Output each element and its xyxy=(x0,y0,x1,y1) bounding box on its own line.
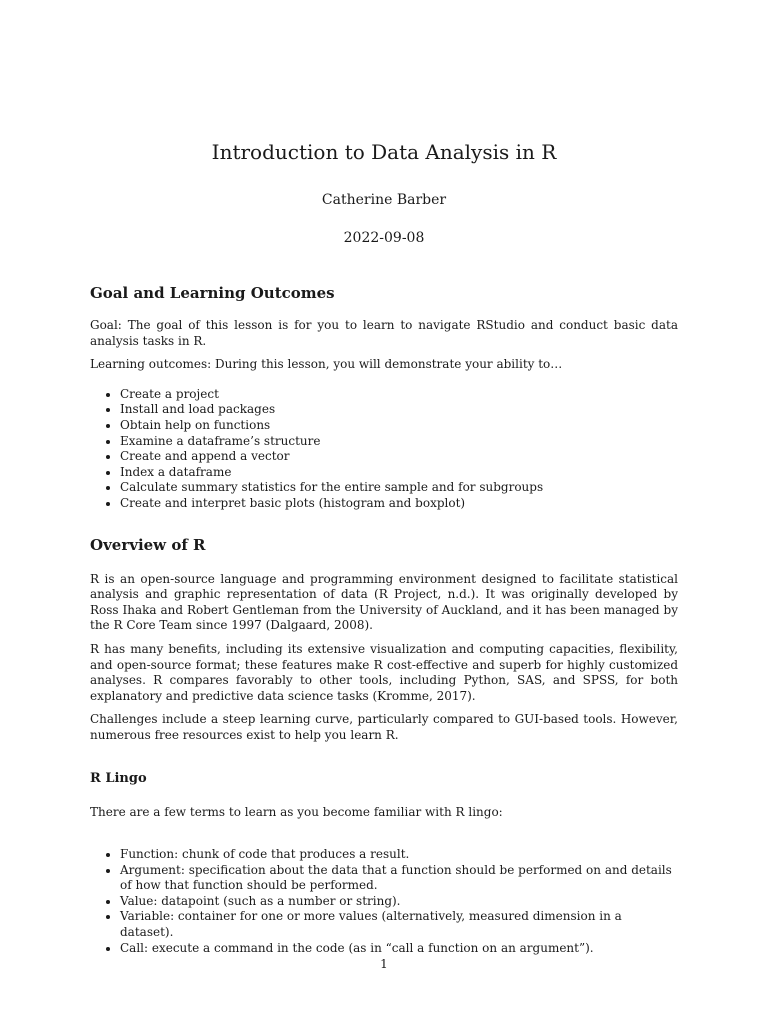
document-date: 2022-09-08 xyxy=(343,230,425,246)
lingo-heading: R Lingo xyxy=(90,771,147,787)
overview-paragraph: R is an open-source language and programming environment designed to facilitate statistical analysis and graphic representation of data (R Project, n.d.). It was originally developed by Ross Ihaka and Robert Gentleman from the University of Auckland, and it has been managed by the R Core Team since 1997 (Dalgaard, 2008). xyxy=(90,571,678,633)
goals-section xyxy=(90,282,678,512)
list-item: • Value: datapoint (such as a number or string). xyxy=(120,894,678,910)
page-number: 1 xyxy=(380,957,388,971)
goal-paragraph: Goal: The goal of this lesson is for you to learn to navigate RStudio and conduct basic data analysis tasks in R. xyxy=(90,318,678,348)
list-item: • Index a dataframe xyxy=(120,465,678,481)
list-item: • Create a project xyxy=(120,387,678,403)
list-item: • Create and interpret basic plots (histogram and boxplot) xyxy=(120,496,678,512)
list-item: • Function: chunk of code that produces a result. xyxy=(120,847,678,863)
overview-paragraph: Challenges include a steep learning curve, particularly compared to GUI-based tools. However, numerous free resources exist to help you learn R. xyxy=(90,712,678,742)
list-item: • Argument: specification about the data that a function should be performed on and details of how that function should be performed. xyxy=(120,863,678,894)
list-item: • Create and append a vector xyxy=(120,449,678,465)
lingo-section xyxy=(90,769,678,956)
list-item: • Install and load packages xyxy=(120,402,678,418)
document-author: Catherine Barber xyxy=(321,192,447,208)
outcomes-intro: Learning outcomes: During this lesson, you will demonstrate your ability to… xyxy=(90,357,563,372)
goals-heading: Goal and Learning Outcomes xyxy=(90,284,335,302)
overview-paragraph: R has many benefits, including its extensive visualization and computing capacities, flexibility, and open-source format; these features make R cost-effective and superb for highly customized analyses. R compares favorably to other tools, including Python, SAS, and SPSS, for both explanatory and predictive data science tasks (Kromme, 2017). xyxy=(90,641,678,703)
lingo-intro: There are a few terms to learn as you become familiar with R lingo: xyxy=(90,805,503,820)
outcomes-list xyxy=(90,387,678,512)
list-item: • Obtain help on functions xyxy=(120,418,678,434)
document-page xyxy=(90,0,678,1024)
document-title: Introduction to Data Analysis in R xyxy=(211,140,557,164)
list-item: • Examine a dataframe’s structure xyxy=(120,434,678,450)
document-body xyxy=(90,282,678,956)
lingo-list xyxy=(90,847,678,956)
list-item: • Variable: container for one or more values (alternatively, measured dimension in a dataset). xyxy=(120,909,678,940)
list-item: • Call: execute a command in the code (as in “call a function on an argument”). xyxy=(120,941,678,957)
overview-section xyxy=(90,534,678,744)
overview-heading: Overview of R xyxy=(90,535,206,554)
list-item: • Calculate summary statistics for the entire sample and for subgroups xyxy=(120,480,678,496)
